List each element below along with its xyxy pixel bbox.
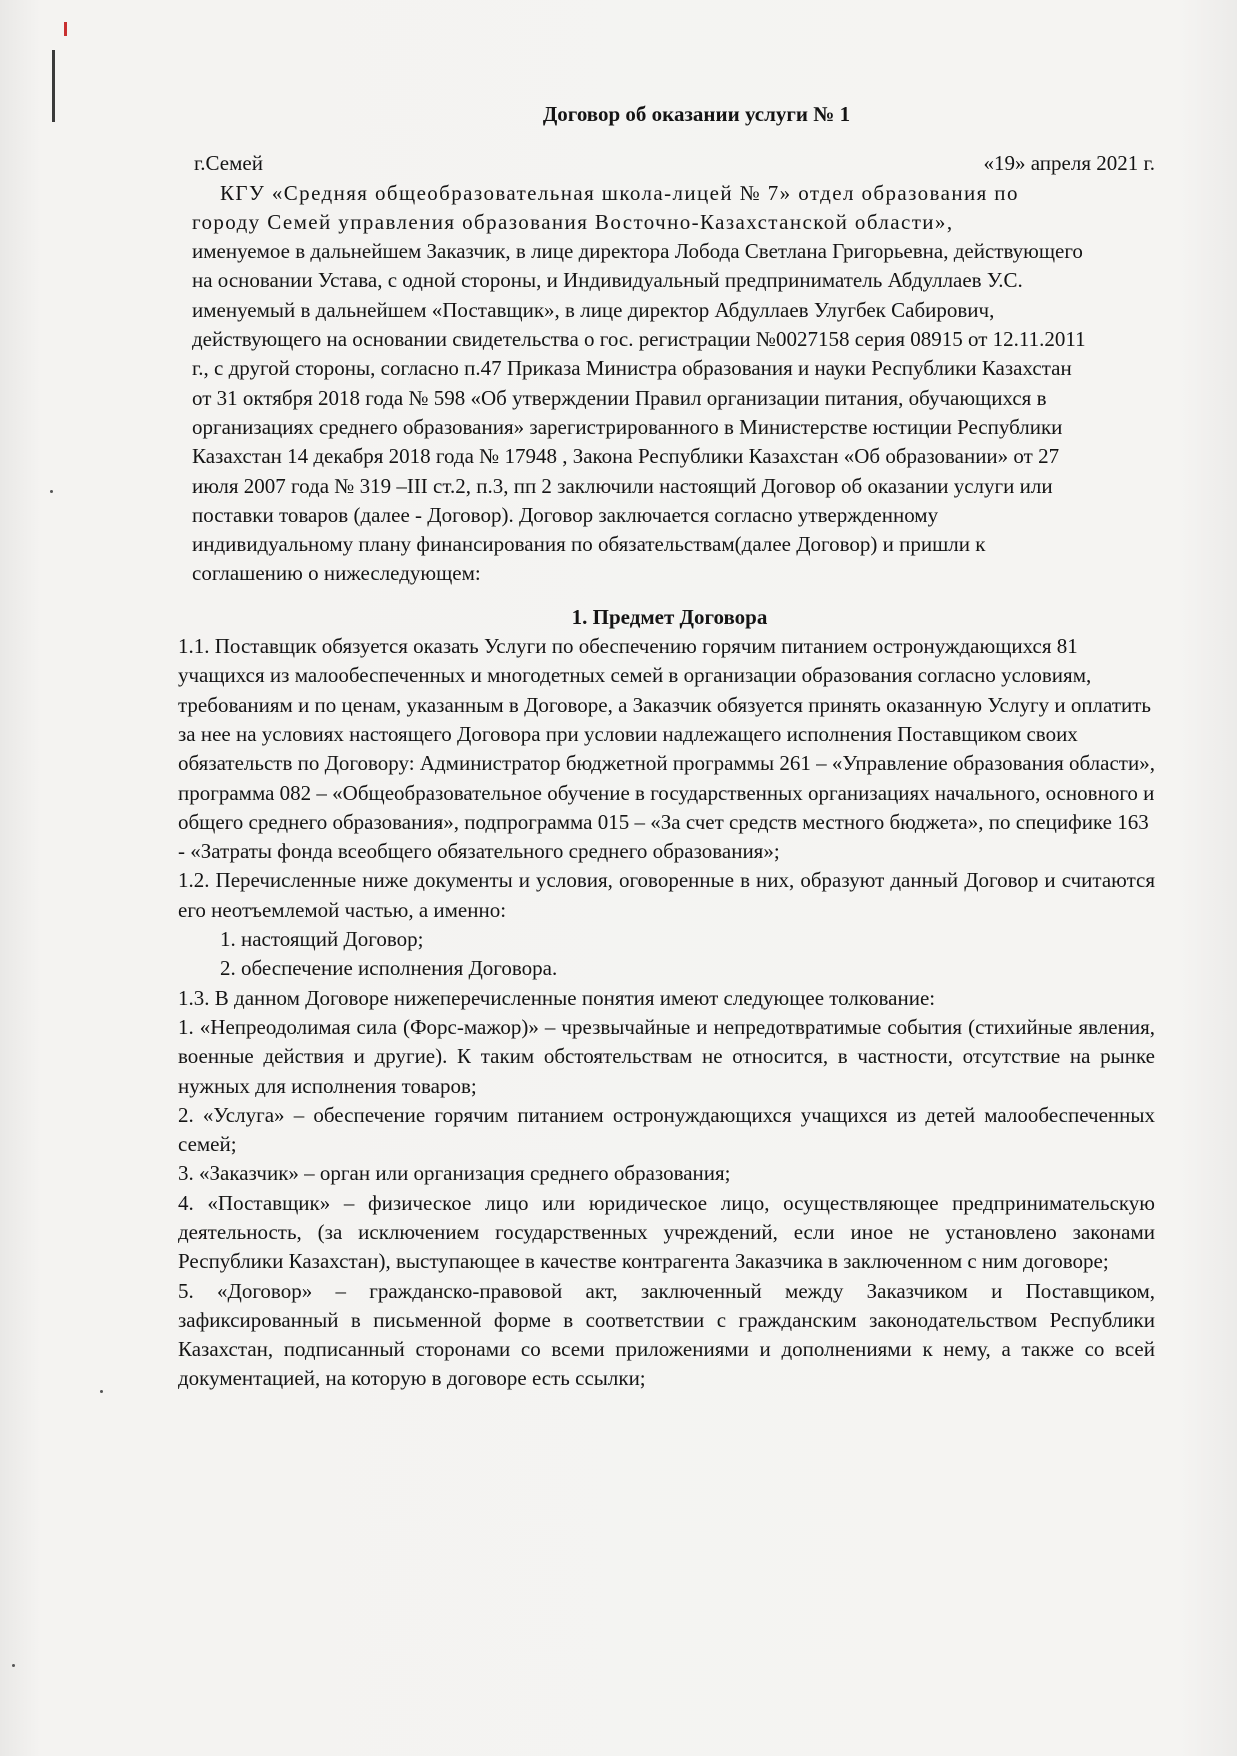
- clause-1-1: 1.1. Поставщик обязуется оказать Услуги по обеспечению горячим питанием остронуждающихся 81 учащихся из малообеспеченных и многодетных семей в организации образования согласно условиям, требованиям и по ценам, указанным в Договоре, а Заказчик обязуется принять оказанную Услугу и оплатить за нее на условиях настоящего Договора при условии надлежащего исполнения Поставщиком своих обязательств по Договору: Администратор бюджетной программы 261 – «Управление образования области», программа 082 – «Общеобразовательное обучение в государственных организациях начального, основного и общего среднего образования», подпрограмма 015 – «За счет средств местного бюджета», по специфике 163 - «Затраты фонда всеобщего обязательного среднего образования»;: [178, 634, 1155, 864]
- definition-item: 5. «Договор» – гражданско-правовой акт, заключенный между Заказчиком и Поставщиком, зафиксированный в письменной форме в соответствии с гражданским законодательством Республики Казахстан, подписанный сторонами со всеми приложениями и дополнениями к нему, а также со всей документацией, на которую в договоре есть ссылки;: [178, 1278, 1155, 1391]
- preamble-parties: КГУ «Средняя общеобразовательная школа-лицей № 7» отдел образования по городу Семей управления образования Восточно-Казахстанской области»,: [192, 180, 1019, 234]
- clause-1-3: 1.3. В данном Договоре нижеперечисленные понятия имеют следующее толкование:: [178, 985, 936, 1010]
- stray-dot: [12, 1664, 15, 1667]
- document-body: [178, 100, 1155, 1394]
- definition-item: 4. «Поставщик» – физическое лицо или юридическое лицо, осуществляющее предпринимательскую деятельность, (за исключением государственных учреждений, если иное не установлено законами Республики Казахстан), выступающее в качестве контрагента Заказчика в заключенном с ним договоре;: [178, 1190, 1155, 1274]
- contract-date: «19» апреля 2021 г.: [983, 151, 1155, 176]
- document-title: Договор об оказании услуги № 1: [542, 102, 851, 126]
- definition-item: 1. «Непреодолимая сила (Форс-мажор)» – чрезвычайные и непредотвратимые события (стихийные явления, военные действия и другие). К таким обстоятельствам не относится, в частности, отсутствие на рынке нужных для исполнения товаров;: [178, 1014, 1155, 1098]
- binder-mark: [52, 50, 55, 122]
- binder-dot: [64, 22, 67, 36]
- clause-1-2: 1.2. Перечисленные ниже документы и условия, оговоренные в них, образуют данный Договор и считаются его неотъемлемой частью, а именно:: [178, 868, 1155, 922]
- definition-item: 3. «Заказчик» – орган или организация среднего образования;: [178, 1161, 731, 1186]
- section-title: 1. Предмет Договора: [571, 604, 768, 629]
- stray-dot: [50, 490, 53, 493]
- preamble-text: именуемое в дальнейшем Заказчик, в лице директора Лобода Светлана Григорьевна, действующего на основании Устава, с одной стороны, и Индивидуальный предприниматель Абдуллаев У.С. именуемый в дальнейшем «Поставщик», в лице директор Абдуллаев Улугбек Сабирович, действующего на основании свидетельства о гос. регистрации №0027158 серия 08915 от 12.11.2011 г., с другой стороны, согласно п.47 Приказа Министра образования и науки Республики Казахстан от 31 октября 2018 года № 598 «Об утверждении Правил организации питания, обучающихся в организациях среднего образования» зарегистрированного в Министерстве юстиции Республики Казахстан 14 декабря 2018 года № 17948 , Закона Республики Казахстан «Об образовании» от 27 июля 2007 года № 319 –III ст.2, п.3, пп 2 заключили настоящий Договор об оказании услуги или поставки товаров (далее - Договор). Договор заключается согласно утвержденному индивидуальному плану финансирования по обязательствам(далее Договор) и пришли к соглашению о нижеследующем:: [192, 239, 1086, 586]
- city: г.Семей: [194, 151, 263, 176]
- stray-dot: [100, 1390, 103, 1393]
- definition-item: 2. «Услуга» – обеспечение горячим питанием остронуждающихся учащихся из детей малообеспеченных семей;: [178, 1102, 1155, 1157]
- list-item: 1. настоящий Договор;: [220, 927, 424, 952]
- list-item: 2. обеспечение исполнения Договора.: [220, 956, 558, 981]
- place-date-line: [194, 149, 1155, 178]
- clause-1-2-list: [178, 925, 1155, 984]
